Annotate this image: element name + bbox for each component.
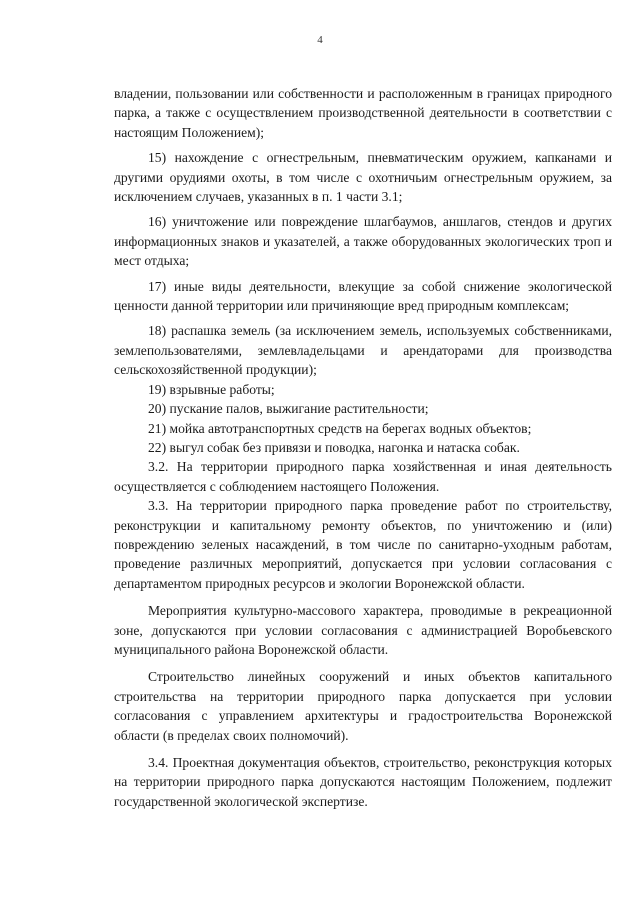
list-item-19: 19) взрывные работы; (148, 381, 275, 397)
list-item-18: 18) распашка земель (за исключением земель, используемых собственниками, землепользователями, землевладельцами и арендаторами для производства сельскохозяйственной продукции); (114, 323, 612, 378)
paragraph-linear-construction: Строительство линейных сооружений и иных объектов капитального строительства на территории природного парка допускается при условии согласования с управлением архитектуры и градостроительства Воронежской области (в пределах своих полномочий). (114, 669, 612, 743)
section-3-2: 3.2. На территории природного парка хозяйственная и иная деятельность осуществляется с соблюдением настоящего Положения. (114, 459, 612, 494)
list-item-21: 21) мойка автотранспортных средств на берегах водных объектов; (148, 420, 532, 436)
page-number: 4 (317, 34, 323, 46)
list-item-22: 22) выгул собак без привязи и поводка, нагонка и натаска собак. (148, 439, 520, 455)
section-3-4: 3.4. Проектная документация объектов, строительство, реконструкция которых на территории природного парка допускаются настоящим Положением, подлежит государственной экологической экспертизе. (114, 755, 612, 809)
list-item-16: 16) уничтожение или повреждение шлагбаумов, аншлагов, стендов и других информационных знаков и указателей, а также оборудованных экологических троп и мест отдыха; (114, 214, 612, 269)
list-item-15: 15) нахождение с огнестрельным, пневматическим оружием, капканами и другими орудиями охоты, в том числе с охотничьим огнестрельным оружием, за исключением случаев, указанных в п. 1 части 3.1; (114, 150, 612, 205)
paragraph-continuation: владении, пользовании или собственности и расположенным в границах природного парка, а также с осуществлением производственной деятельности в соответствии с настоящим Положением); (114, 86, 612, 140)
section-3-3: 3.3. На территории природного парка проведение работ по строительству, реконструкции и капитальному ремонту объектов, по уничтожению и (или) повреждению зеленых насаждений, в том числе по санитарно-уходным работам, проведение различных мероприятий, допускается при условии согласования с департаментом природных ресурсов и экологии Воронежской области. (114, 498, 612, 591)
list-item-17: 17) иные виды деятельности, влекущие за собой снижение экологической ценности данной территории или причиняющие вред природным комплексам; (114, 278, 612, 314)
paragraph-cultural-events: Мероприятия культурно-массового характера, проводимые в рекреационной зоне, допускаются при условии согласования с администрацией Воробьевского муниципального района Воронежской области. (114, 603, 612, 657)
list-item-20: 20) пускание палов, выжигание растительности; (148, 401, 429, 417)
document-body (114, 84, 612, 811)
